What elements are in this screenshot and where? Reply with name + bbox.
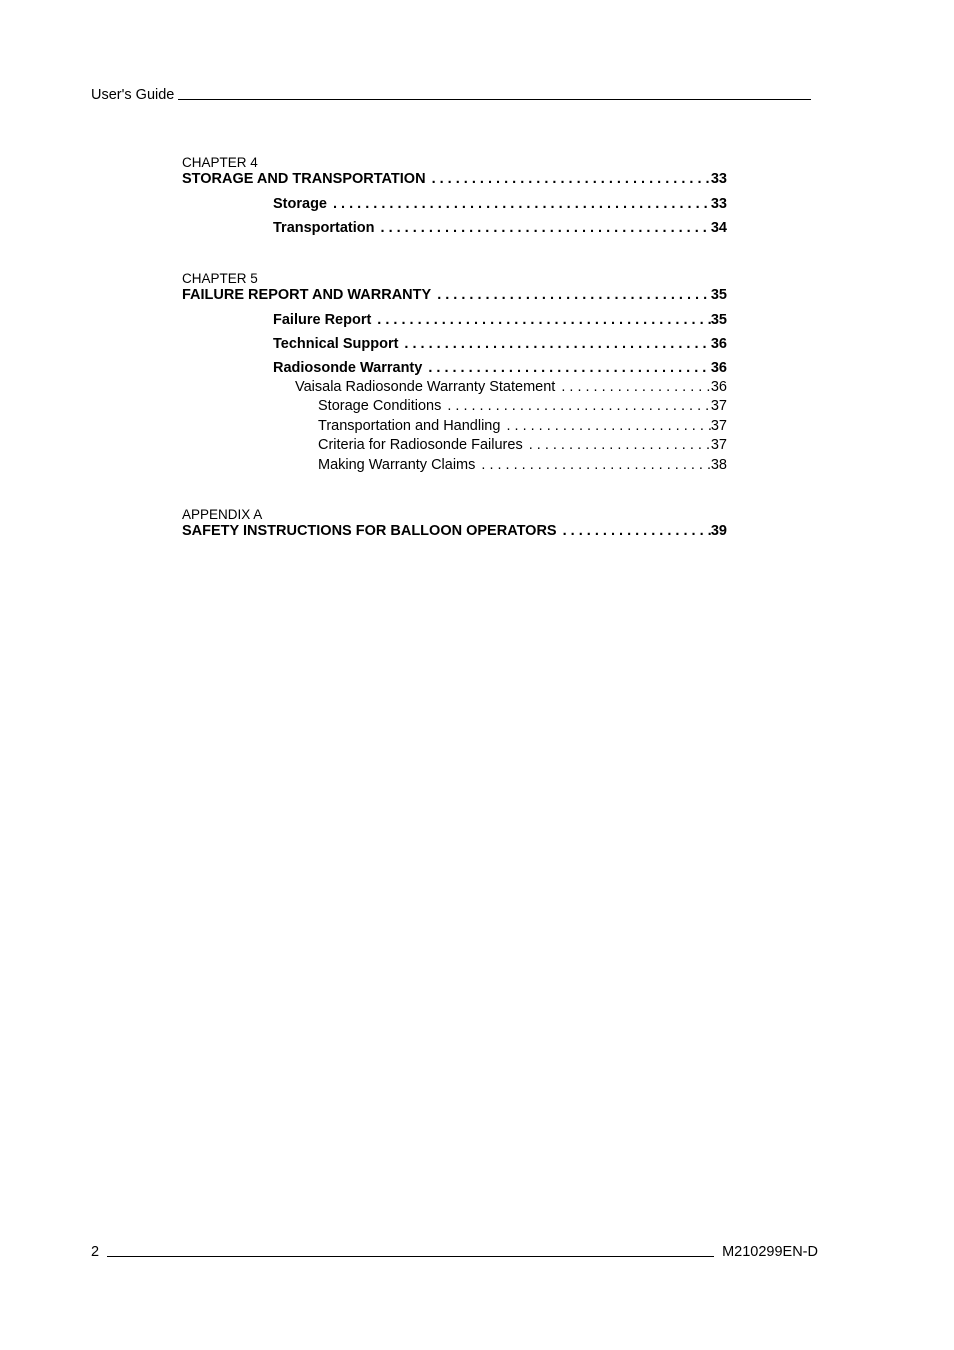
header-rule: [178, 99, 811, 100]
toc-entry-title: Criteria for Radiosonde Failures: [318, 437, 523, 453]
toc-entry-storage-conditions[interactable]: [318, 398, 727, 418]
leader-dots: [375, 220, 711, 236]
toc-entry-title: FAILURE REPORT AND WARRANTY: [182, 287, 432, 303]
leader-dots: [371, 312, 711, 328]
leader-dots: [557, 523, 711, 539]
toc-entry-page: 34: [710, 220, 727, 236]
toc-entry-page: 36: [710, 379, 727, 395]
page-header: [91, 87, 811, 103]
toc-entry-page: 36: [710, 336, 727, 352]
document-code: M210299EN-D: [722, 1244, 818, 1260]
page-footer: [91, 1244, 818, 1260]
toc-entry-title: Making Warranty Claims: [318, 456, 476, 473]
toc-entry-page: 33: [710, 196, 727, 212]
toc-entry-transportation[interactable]: [273, 220, 727, 241]
toc-entry-failure-report[interactable]: [273, 312, 727, 333]
leader-dots: [475, 457, 710, 473]
toc-entry-warranty-statement[interactable]: [295, 379, 727, 398]
chapter-label: CHAPTER 5: [182, 271, 258, 286]
toc-entry-appendix-a[interactable]: [182, 523, 727, 545]
leader-dots: [327, 196, 711, 212]
toc-entry-chapter-5[interactable]: [182, 287, 727, 309]
toc-entry-title: SAFETY INSTRUCTIONS FOR BALLOON OPERATORS: [182, 523, 557, 539]
chapter-5-block: [182, 271, 727, 476]
toc-entry-page: 38: [710, 456, 727, 473]
toc-entry-failure-criteria[interactable]: [318, 437, 727, 457]
leader-dots: [426, 171, 711, 187]
toc-entry-page: 35: [710, 312, 727, 328]
appendix-label: APPENDIX A: [182, 507, 263, 522]
leader-dots: [431, 287, 711, 303]
toc-entry-title: Storage Conditions: [318, 398, 442, 414]
chapter-label: CHAPTER 4: [182, 155, 258, 170]
toc-entry-title: Vaisala Radiosonde Warranty Statement: [295, 379, 556, 395]
page-number: 2: [91, 1244, 100, 1260]
leader-dots: [398, 336, 710, 352]
toc-entry-page: 36: [710, 360, 727, 376]
footer-rule: [107, 1256, 714, 1257]
toc-entry-title: Radiosonde Warranty: [273, 360, 423, 376]
toc-entry-page: 39: [710, 523, 727, 539]
toc-entry-title: Technical Support: [273, 336, 399, 352]
toc-entry-warranty-claims[interactable]: [318, 457, 727, 477]
toc-entry-transportation-handling[interactable]: [318, 418, 727, 438]
chapter-4-block: [182, 155, 727, 241]
toc-entry-page: 37: [710, 417, 727, 434]
toc-entry-title: Failure Report: [273, 312, 372, 328]
leader-dots: [500, 418, 710, 434]
toc-entry-title: Storage: [273, 196, 327, 212]
document-title: User's Guide: [91, 87, 175, 103]
leader-dots: [441, 398, 711, 414]
toc-entry-radiosonde-warranty[interactable]: [273, 360, 727, 379]
toc-entry-title: STORAGE AND TRANSPORTATION: [182, 171, 426, 187]
toc-entry-storage[interactable]: [273, 196, 727, 217]
toc-entry-page: 37: [710, 437, 727, 453]
toc-entry-page: 33: [710, 171, 727, 187]
toc-entry-page: 35: [710, 287, 727, 303]
leader-dots: [555, 379, 711, 395]
toc-entry-title: Transportation and Handling: [318, 417, 501, 434]
leader-dots: [523, 437, 711, 453]
toc-entry-technical-support[interactable]: [273, 336, 727, 357]
toc-entry-chapter-4[interactable]: [182, 171, 727, 193]
leader-dots: [422, 360, 711, 376]
appendix-a-block: [182, 507, 727, 545]
toc-entry-page: 37: [710, 398, 727, 414]
toc-entry-title: Transportation: [273, 220, 375, 236]
